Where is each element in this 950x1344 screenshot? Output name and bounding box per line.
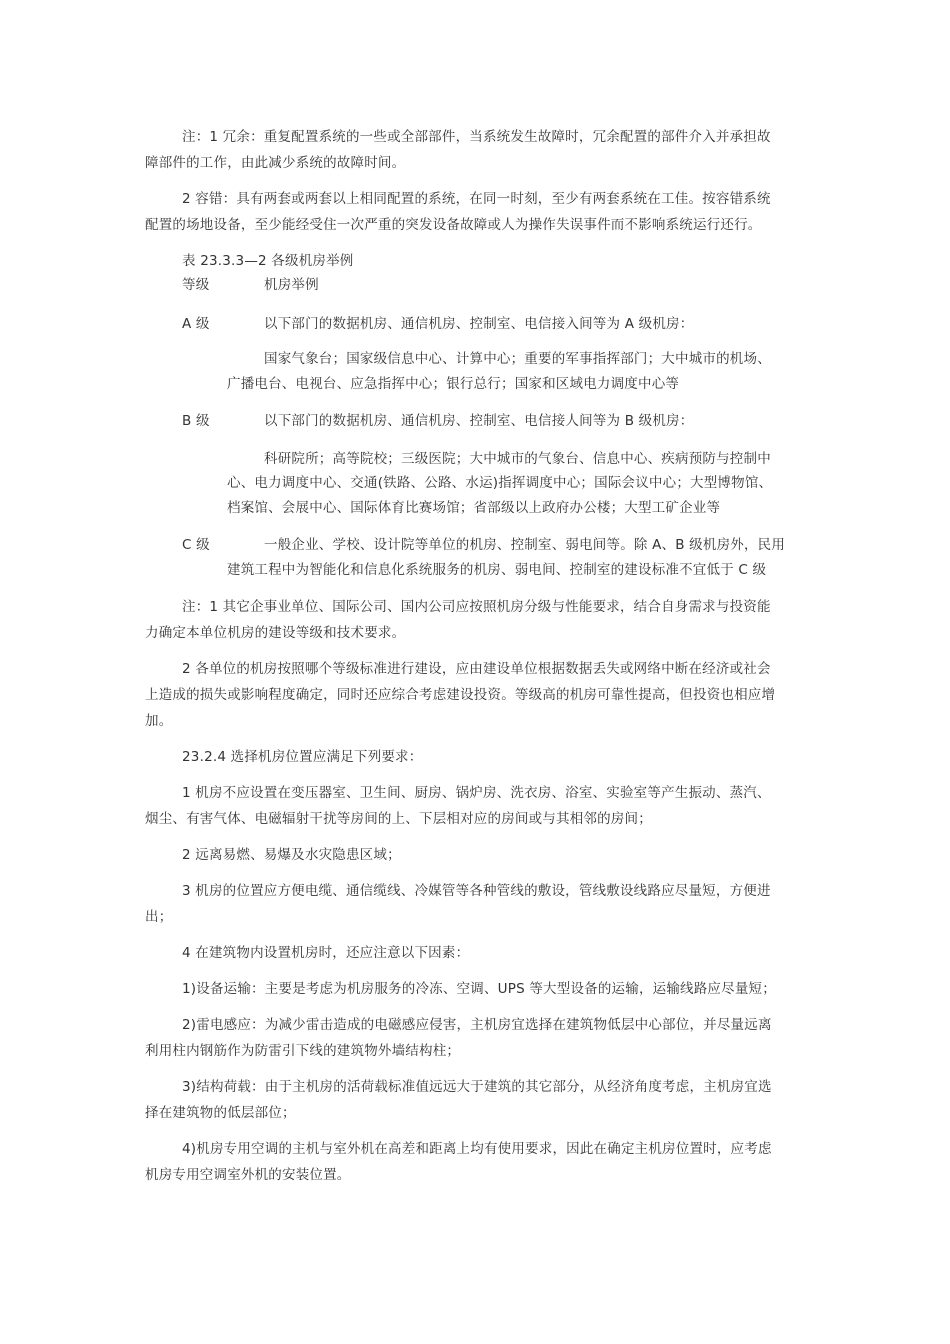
table-header-example: 机房举例 — [264, 277, 319, 293]
grade-a-detail-2: 广播电台、电视台、应急指挥中心；银行总行；国家和区域电力调度中心等 — [227, 376, 680, 392]
sub-item-lightning-line-1: 2)雷电感应：为减少雷击造成的电磁感应侵害，主机房宜选择在建筑物低层中心部位，并尽量远离 — [182, 1017, 772, 1033]
grade-a-detail-1: 国家气象台；国家级信息中心、计算中心；重要的军事指挥部门；大中城市的机场、 — [264, 351, 771, 367]
note-other-enterprises — [145, 594, 805, 646]
requirement-item-3 — [145, 878, 805, 930]
sub-item-air-conditioning-line-2: 机房专用空调室外机的安装位置。 — [145, 1167, 351, 1183]
sub-item-structural-load-line-1: 3)结构荷载：由于主机房的活荷载标准值远远大于建筑的其它部分，从经济角度考虑，主机房宜选 — [182, 1079, 772, 1095]
note-fault-tolerance-line-1: 2 容错：具有两套或两套以上相同配置的系统，在同一时刻，至少有两套系统在工佳。按容错系统 — [182, 191, 771, 207]
note-grade-selection-line-2: 上造成的损失或影响程度确定，同时还应综合考虑建设投资。等级高的机房可靠性提高，但投资也相应增 — [145, 687, 776, 703]
sub-item-lightning-line-2: 利用柱内钢筋作为防雷引下线的建筑物外墙结构柱； — [145, 1043, 461, 1059]
note-other-enterprises-line-2: 力确定本单位机房的建设等级和技术要求。 — [145, 625, 406, 641]
note-other-enterprises-line-1: 注：1 其它企事业单位、国际公司、国内公司应按照机房分级与性能要求，结合自身需求与投资能 — [182, 599, 771, 615]
sub-item-air-conditioning-line-1: 4)机房专用空调的主机与室外机在高差和距离上均有使用要求，因此在确定主机房位置时，应考虑 — [182, 1141, 772, 1157]
note-redundancy-line-1: 注：1 冗余：重复配置系统的一些或全部部件，当系统发生故障时，冗余配置的部件介入并承担故 — [182, 129, 771, 145]
note-grade-selection-line-1: 2 各单位的机房按照哪个等级标准进行建设，应由建设单位根据数据丢失或网络中断在经济或社会 — [182, 661, 771, 677]
grade-a-label: A 级 — [182, 316, 210, 332]
sub-item-equipment-transport: 1)设备运输：主要是考虑为机房服务的冷冻、空调、UPS 等大型设备的运输，运输线路应尽量短； — [182, 981, 776, 997]
table-header-grade: 等级 — [182, 277, 210, 293]
note-fault-tolerance-line-2: 配置的场地设备，至少能经受住一次严重的突发设备故障或人为操作失误事件而不影响系统运行还行。 — [145, 217, 762, 233]
sub-item-lightning — [145, 1012, 805, 1064]
section-heading: 23.2.4 选择机房位置应满足下列要求： — [182, 749, 423, 765]
table-title: 表 23.3.3—2 各级机房举例 — [182, 253, 354, 269]
requirement-item-1 — [145, 780, 805, 832]
grade-b-detail-2: 心、电力调度中心、交通(铁路、公路、水运)指挥调度中心；国际会议中心；大型博物馆、 — [227, 475, 773, 491]
sub-item-structural-load — [145, 1074, 805, 1126]
grade-b-detail-3: 档案馆、会展中心、国际体育比赛场馆；省部级以上政府办公楼；大型工矿企业等 — [227, 500, 721, 516]
grade-a-intro: 以下部门的数据机房、通信机房、控制室、电信接入间等为 A 级机房： — [264, 316, 694, 332]
sub-item-air-conditioning — [145, 1136, 805, 1188]
sub-item-structural-load-line-2: 择在建筑物的低层部位； — [145, 1105, 296, 1121]
requirement-item-4: 4 在建筑物内设置机房时，还应注意以下因素： — [182, 945, 470, 961]
grade-c-label: C 级 — [182, 537, 210, 553]
requirement-item-3-line-1: 3 机房的位置应方便电缆、通信缆线、冷媒管等各种管线的敷设，管线敷设线路应尽量短，方便进 — [182, 883, 771, 899]
note-redundancy — [145, 124, 805, 176]
requirement-item-3-line-2: 出； — [145, 909, 173, 925]
note-fault-tolerance — [145, 186, 805, 238]
grade-b-detail-1: 科研院所；高等院校；三级医院；大中城市的气象台、信息中心、疾病预防与控制中 — [264, 451, 771, 467]
grade-b-intro: 以下部门的数据机房、通信机房、控制室、电信接人间等为 B 级机房： — [264, 413, 694, 429]
note-redundancy-line-2: 障部件的工作，由此减少系统的故障时间。 — [145, 155, 406, 171]
note-grade-selection-line-3: 加。 — [145, 713, 173, 729]
requirement-item-1-line-2: 烟尘、有害气体、电磁辐射干扰等房间的上、下层相对应的房间或与其相邻的房间； — [145, 811, 652, 827]
requirement-item-2: 2 远离易燃、易爆及水灾隐患区域； — [182, 847, 401, 863]
grade-b-label: B 级 — [182, 413, 210, 429]
grade-c-line-1: 一般企业、学校、设计院等单位的机房、控制室、弱电间等。除 A、B 级机房外，民用 — [264, 537, 786, 553]
requirement-item-1-line-1: 1 机房不应设置在变压器室、卫生间、厨房、锅炉房、洗衣房、浴室、实验室等产生振动、蒸汽、 — [182, 785, 771, 801]
grade-c-line-2: 建筑工程中为智能化和信息化系统服务的机房、弱电间、控制室的建设标准不宜低于 C 级 — [227, 562, 767, 578]
note-grade-selection — [145, 656, 805, 734]
